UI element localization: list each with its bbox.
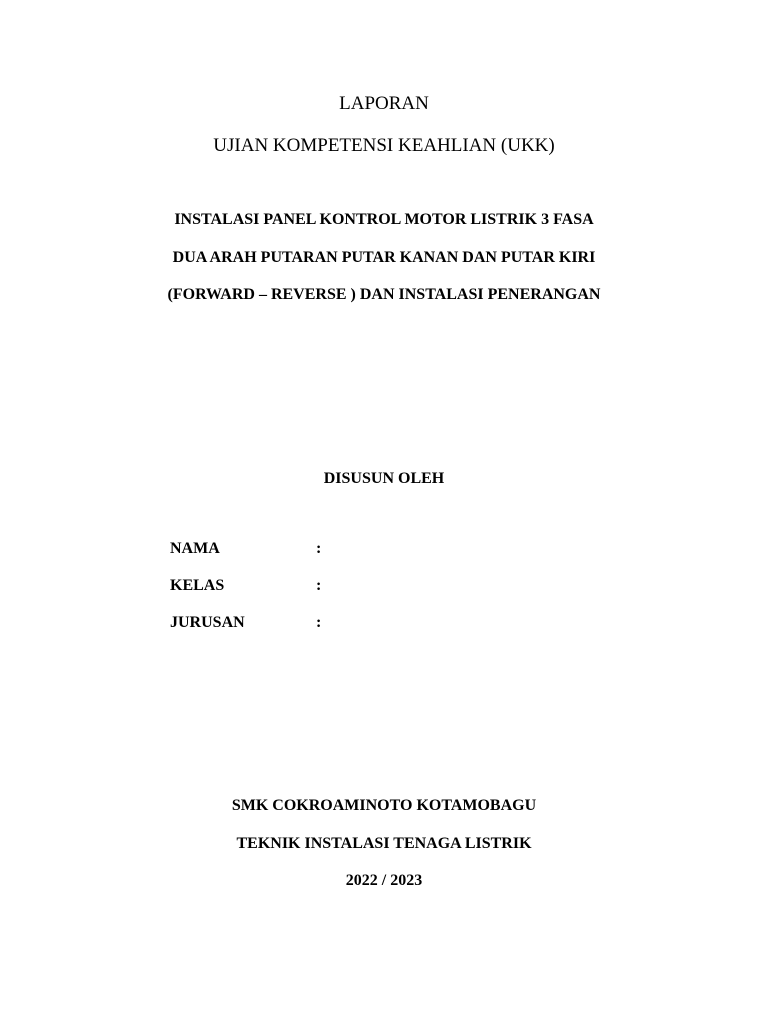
school-name: SMK COKROAMINOTO KOTAMOBAGU — [231, 797, 537, 814]
report-heading: LAPORAN — [339, 93, 429, 114]
academic-year: 2022 / 2023 — [345, 872, 423, 889]
field-kelas — [170, 577, 570, 599]
program-name: TEKNIK INSTALASI TENAGA LISTRIK — [236, 835, 532, 852]
author-heading: DISUSUN OLEH — [323, 470, 445, 487]
topic-line-2: DUA ARAH PUTARAN PUTAR KANAN DAN PUTAR KIRI — [172, 249, 596, 266]
field-jurusan-colon: : — [316, 614, 322, 631]
field-nama — [170, 540, 570, 562]
field-jurusan — [170, 614, 570, 636]
field-jurusan-label: JURUSAN — [170, 614, 245, 631]
field-kelas-label: KELAS — [170, 577, 225, 594]
field-kelas-colon: : — [316, 577, 322, 594]
field-nama-colon: : — [316, 540, 322, 557]
report-subheading: UJIAN KOMPETENSI KEAHLIAN (UKK) — [213, 135, 555, 156]
topic-line-1: INSTALASI PANEL KONTROL MOTOR LISTRIK 3 FASA — [174, 211, 594, 228]
topic-line-3: (FORWARD – REVERSE ) DAN INSTALASI PENERANGAN — [167, 286, 601, 303]
field-nama-label: NAMA — [170, 540, 220, 557]
